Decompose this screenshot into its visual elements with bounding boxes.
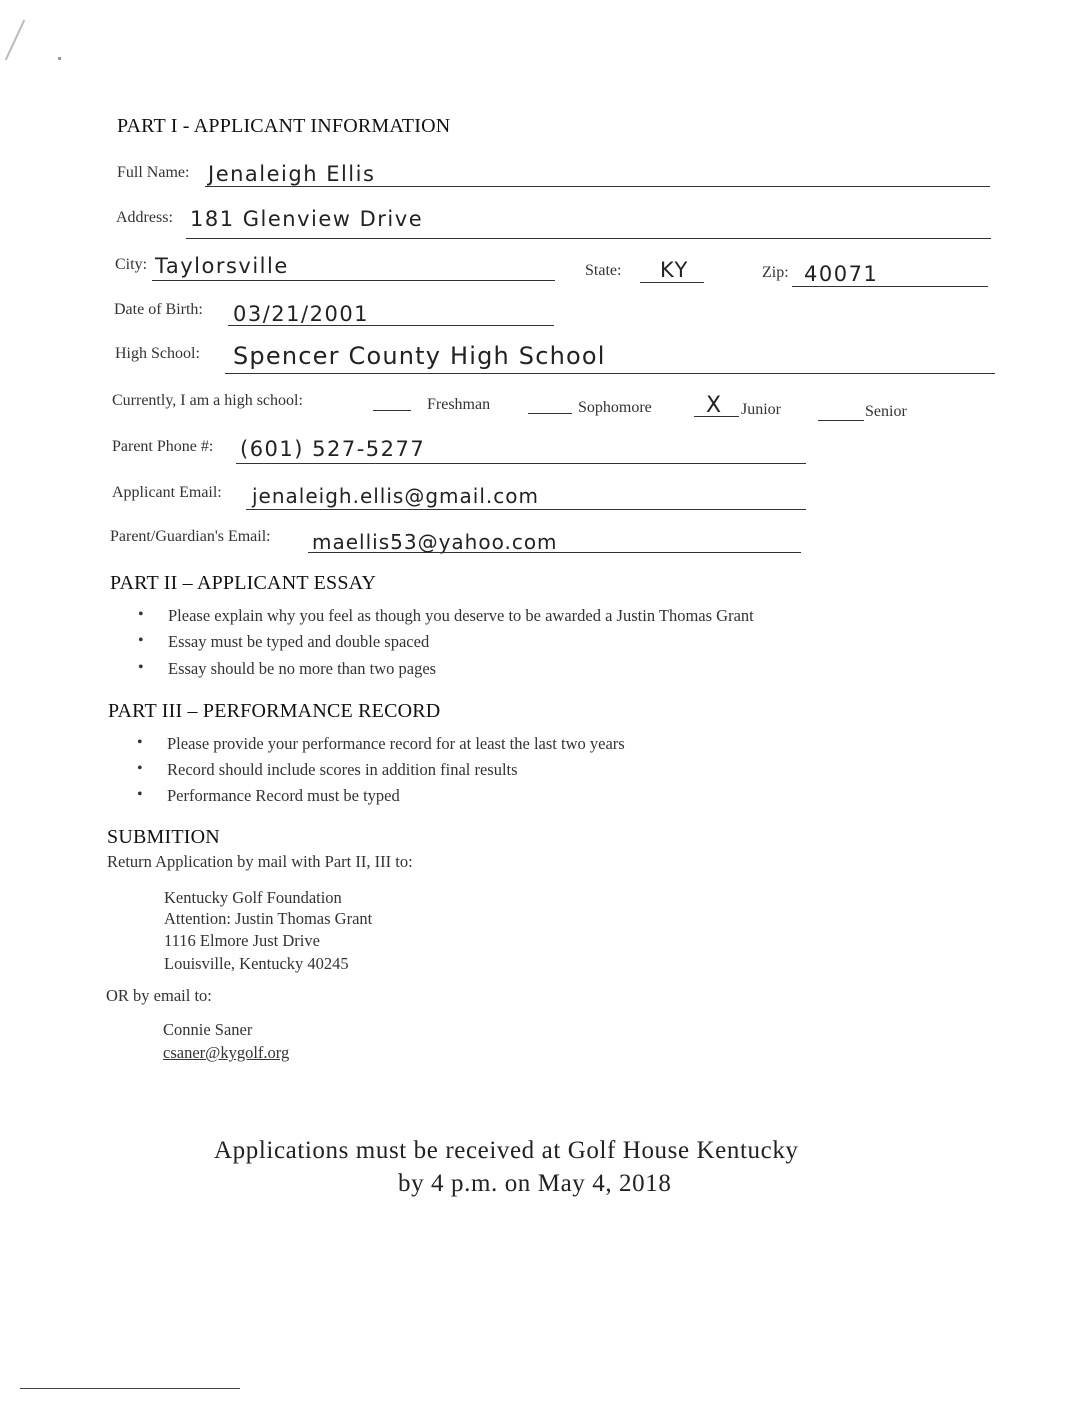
bullet-icon: • [137,760,143,777]
address-label: Address: [116,209,173,226]
bullet-icon: • [138,632,144,649]
grade-option-senior: Senior [865,403,907,420]
state-label: State: [585,262,622,279]
dob-line [228,325,554,326]
email-intro: OR by email to: [106,986,212,1005]
grade-option-junior: Junior [741,401,781,418]
part2-bullet-text: Please explain why you feel as though you deserve to be awarded a Justin Thomas Grant [168,606,754,625]
bullet-icon: • [138,659,144,676]
junior-check-mark[interactable]: X [706,393,723,418]
bullet-icon: • [138,606,144,623]
applicant-email-value[interactable]: jenaleigh.ellis@gmail.com [252,484,539,508]
scan-mark [5,20,25,61]
part3-bullet-text: Record should include scores in addition final results [167,760,518,779]
part2-bullet [138,606,754,626]
part2-bullet-text: Essay must be typed and double spaced [168,632,430,651]
email-contact-link[interactable]: csaner@kygolf.org [163,1043,290,1062]
part3-bullet [137,786,400,806]
part3-bullet [137,760,518,780]
submission-heading: SUBMITION [107,826,220,848]
high-school-line [225,373,995,374]
guardian-email-value[interactable]: maellis53@yahoo.com [312,530,558,554]
grade-option-freshman: Freshman [427,396,491,413]
part2-bullet [138,632,430,652]
bullet-icon: • [137,786,143,803]
bullet-icon: • [137,734,143,751]
part3-bullet [137,734,625,754]
grade-prompt: Currently, I am a high school: [112,392,303,409]
high-school-value[interactable]: Spencer County High School [233,342,606,370]
city-line [152,280,555,281]
deadline-line-2: by 4 p.m. on May 4, 2018 [398,1170,672,1197]
sophomore-blank[interactable] [528,413,572,414]
state-value[interactable]: KY [660,258,689,282]
mail-address-line: 1116 Elmore Just Drive [164,931,320,950]
high-school-label: High School: [115,345,200,362]
scan-mark [58,57,61,60]
part2-bullet [138,659,437,679]
grade-option-sophomore: Sophomore [578,399,652,416]
address-value[interactable]: 181 Glenview Drive [190,207,424,231]
part2-bullet-text: Essay should be no more than two pages [168,659,437,678]
part3-bullet-text: Performance Record must be typed [167,786,400,805]
mail-intro: Return Application by mail with Part II, III to: [107,852,413,871]
city-value[interactable]: Taylorsville [155,254,289,278]
dob-value[interactable]: 03/21/2001 [233,302,370,326]
parent-phone-value[interactable]: (601) 527-5277 [240,437,426,461]
full-name-line [205,186,990,187]
part3-bullet-text: Please provide your performance record for at least the last two years [167,734,625,753]
full-name-value[interactable]: Jenaleigh Ellis [208,162,376,186]
dob-label: Date of Birth: [114,301,203,318]
part1-heading: PART I - APPLICANT INFORMATION [117,115,451,137]
parent-phone-label: Parent Phone #: [112,438,214,455]
city-label: City: [115,256,148,273]
scan-mark [20,1388,240,1389]
part2-heading: PART II – APPLICANT ESSAY [110,572,377,594]
applicant-email-line [246,509,806,510]
part3-heading: PART III – PERFORMANCE RECORD [108,700,441,722]
guardian-email-label: Parent/Guardian's Email: [110,528,271,545]
mail-address-line: Attention: Justin Thomas Grant [164,909,373,928]
mail-address-line: Kentucky Golf Foundation [164,888,342,907]
zip-label: Zip: [762,264,789,281]
zip-line [792,286,988,287]
parent-phone-line [236,463,806,464]
address-line [186,238,991,239]
mail-address-line: Louisville, Kentucky 40245 [164,954,349,973]
deadline-line-1: Applications must be received at Golf House Kentucky [214,1137,799,1164]
zip-value[interactable]: 40071 [804,262,879,286]
email-contact-name: Connie Saner [163,1020,253,1039]
full-name-label: Full Name: [117,164,190,181]
guardian-email-line [308,552,801,553]
applicant-email-label: Applicant Email: [112,484,222,501]
state-line [640,282,704,283]
senior-blank[interactable] [818,420,864,421]
freshman-blank[interactable] [373,410,411,411]
